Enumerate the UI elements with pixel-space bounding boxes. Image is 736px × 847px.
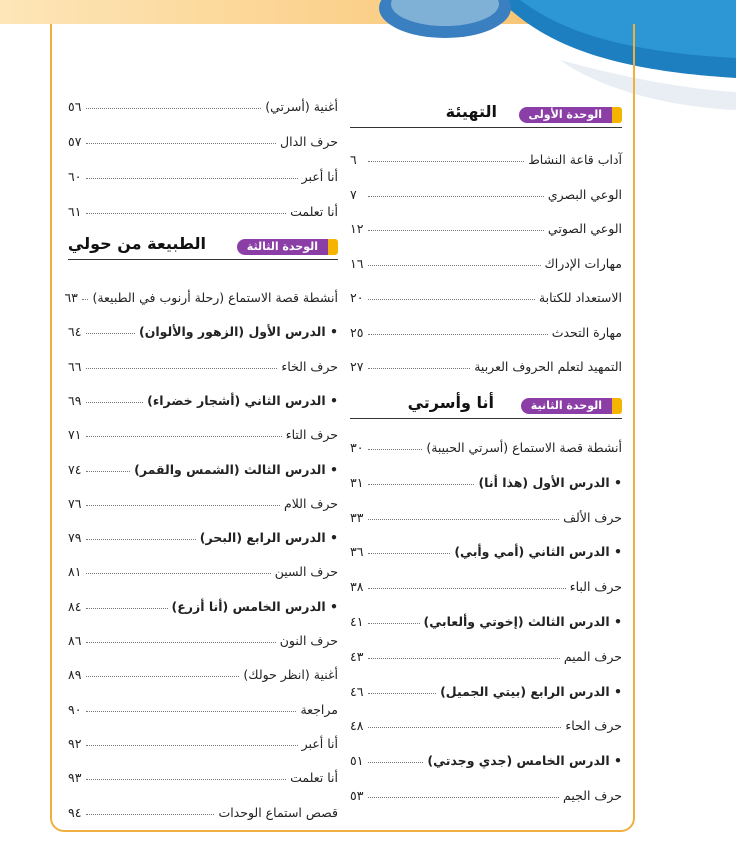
dot-leader	[82, 299, 88, 300]
right-column	[350, 0, 622, 847]
page-number: ٨٦	[68, 633, 82, 648]
page-number: ٢٧	[350, 359, 364, 374]
entry-title: حرف الدال	[280, 134, 338, 149]
page-number: ٩٠	[68, 701, 82, 717]
page-number: ٦	[350, 152, 357, 167]
toc-lesson-entry	[350, 537, 622, 559]
entry-title: أنشطة قصة الاستماع (أسرتي الحبيبة)	[426, 440, 622, 455]
toc-lesson-entry	[350, 468, 622, 490]
toc-lesson-entry	[68, 523, 338, 545]
entry-title: حرف الحاء	[565, 718, 622, 734]
toc-entry	[68, 162, 338, 184]
toc-lesson-entry	[68, 592, 338, 614]
toc-entry	[68, 798, 338, 820]
dot-leader	[368, 693, 436, 694]
toc-entry	[68, 626, 338, 648]
dot-leader	[368, 797, 559, 798]
entry-title: • الدرس الثالث (إخوتي وألعابي)	[424, 614, 622, 629]
dot-leader	[86, 213, 286, 214]
entry-title: التمهيد لتعلم الحروف العربية	[474, 359, 622, 374]
toc-entry	[350, 572, 622, 594]
dot-leader	[86, 539, 196, 540]
dot-leader	[368, 658, 560, 659]
entry-title: أنا أعبر	[301, 735, 338, 751]
dot-leader	[368, 161, 524, 162]
toc-lesson-entry	[350, 677, 622, 699]
unit-badge: الوحدة الأولى	[519, 107, 612, 123]
dot-leader	[86, 711, 296, 712]
entry-title: حرف الجيم	[563, 788, 622, 803]
entry-title: • الدرس الأول (هذا أنا)	[478, 475, 622, 490]
page-number: ٦٣	[64, 290, 78, 305]
dot-leader	[86, 745, 298, 746]
toc-entry	[350, 642, 622, 664]
toc-entry	[68, 763, 338, 785]
entry-title: حرف الخاء	[281, 358, 338, 374]
page-number: ٩٣	[68, 770, 82, 786]
unit-title: أنا وأسرتي	[407, 393, 494, 412]
dot-leader	[368, 230, 544, 231]
toc-entry	[68, 557, 338, 579]
unit-title: الطبيعة من حولي	[67, 234, 206, 253]
page-number: ٩٢	[68, 735, 82, 751]
page-number: ٧٤	[68, 461, 82, 477]
page-number: ٨٩	[68, 667, 82, 683]
dot-leader	[86, 505, 280, 506]
unit-tab	[612, 107, 622, 123]
entry-title: أنشطة قصة الاستماع (رحلة أرنوب في الطبيعة)	[92, 290, 338, 305]
entry-title: الاستعداد للكتابة	[538, 290, 622, 305]
page-number: ٦٩	[68, 392, 82, 408]
toc-entry	[68, 352, 338, 374]
unit-header-1	[350, 102, 622, 128]
entry-title: أنا تعلمت	[290, 204, 338, 219]
entry-title: حرف اللام	[283, 495, 338, 511]
entry-title: آداب قاعة النشاط	[528, 152, 622, 167]
entry-title: قصص استماع الوحدات	[218, 804, 338, 820]
toc-entry	[68, 127, 338, 149]
toc-entry	[68, 197, 338, 219]
unit-rule	[68, 259, 338, 260]
entry-title: مهارات الإدراك	[544, 255, 622, 271]
toc-entry	[350, 249, 622, 271]
toc-lesson-entry	[68, 386, 338, 408]
entry-title: • الدرس الثاني (أمي وأبي)	[454, 544, 622, 559]
dot-leader	[368, 334, 548, 335]
page-number: ٧١	[68, 427, 82, 443]
page-number: ٣٣	[350, 509, 364, 525]
entry-title: حرف التاء	[285, 427, 338, 443]
toc-entry	[350, 145, 622, 167]
page-number: ٨٤	[68, 598, 82, 614]
toc-entry	[68, 420, 338, 442]
dot-leader	[368, 553, 450, 554]
unit-badge: الوحدة الثانية	[521, 398, 612, 414]
entry-title: أنا أعبر	[301, 169, 338, 184]
toc-entry	[350, 503, 622, 525]
page-number: ٢٠	[350, 290, 364, 305]
toc-entry	[68, 660, 338, 682]
page-number: ٥٣	[350, 788, 364, 803]
toc-entry	[64, 283, 338, 305]
unit-rule	[350, 127, 622, 128]
toc-lesson-entry	[350, 746, 622, 768]
dot-leader	[368, 299, 535, 300]
dot-leader	[86, 368, 277, 369]
entry-title: حرف الألف	[563, 509, 622, 525]
page-number: ٩٤	[68, 804, 82, 820]
dot-leader	[86, 143, 276, 144]
toc-entry	[350, 214, 622, 236]
toc-entry	[350, 318, 622, 340]
toc-lesson-entry	[350, 607, 622, 629]
page-number: ٤٨	[350, 718, 364, 734]
page-number: ٦٤	[68, 324, 82, 340]
page-number: ٤١	[350, 614, 364, 629]
page-number: ٣٨	[350, 579, 364, 595]
toc-entry	[68, 489, 338, 511]
toc-entry	[350, 283, 622, 305]
entry-title: • الدرس الرابع (البحر)	[200, 530, 338, 545]
dot-leader	[368, 727, 561, 728]
entry-title: الوعي الصوتي	[547, 221, 622, 236]
page-number: ٨١	[68, 564, 82, 580]
unit-badge-bar	[519, 107, 622, 123]
unit-badge-bar	[521, 398, 622, 414]
entry-title: حرف الميم	[563, 648, 622, 664]
entry-title: أغنية (انظر حولك)	[243, 667, 338, 683]
entry-title: الوعي البصري	[547, 186, 622, 202]
toc-lesson-entry	[68, 455, 338, 477]
dot-leader	[368, 623, 420, 624]
unit-header-3	[68, 234, 338, 260]
entry-title: مهارة التحدث	[551, 324, 622, 340]
dot-leader	[86, 108, 261, 109]
toc-entry	[68, 92, 338, 114]
dot-leader	[368, 196, 544, 197]
entry-title: حرف النون	[279, 633, 338, 648]
page-number: ٦٦	[68, 358, 82, 374]
dot-leader	[368, 368, 470, 369]
entry-title: • الدرس الخامس (أنا أزرع)	[172, 599, 338, 614]
dot-leader	[86, 779, 286, 780]
toc-entry	[350, 352, 622, 374]
page-number: ٧	[350, 186, 357, 202]
dot-leader	[368, 762, 423, 763]
entry-title: أغنية (أسرتي)	[265, 99, 338, 114]
page-number: ١٢	[350, 221, 364, 236]
toc-entry	[350, 781, 622, 803]
page-number: ٥٦	[68, 99, 82, 114]
dot-leader	[368, 265, 541, 266]
entry-title: • الدرس الرابع (بيتي الجميل)	[440, 684, 622, 699]
dot-leader	[368, 449, 422, 450]
unit-badge: الوحدة الثالثة	[237, 239, 328, 255]
entry-title: حرف الباء	[569, 579, 622, 595]
entry-title: • الدرس الخامس (جدي وجدتي)	[427, 753, 622, 768]
toc-entry	[350, 180, 622, 202]
toc-entry	[350, 711, 622, 733]
toc-entry	[68, 695, 338, 717]
toc-lesson-entry	[68, 317, 338, 339]
page-number: ٣٠	[350, 440, 364, 455]
unit-rule	[350, 418, 622, 419]
dot-leader	[368, 484, 474, 485]
page-number: ٧٩	[68, 530, 82, 546]
dot-leader	[86, 676, 239, 677]
entry-title: • الدرس الثالث (الشمس والقمر)	[134, 462, 338, 477]
dot-leader	[86, 814, 214, 815]
page-number: ٣٦	[350, 544, 364, 560]
unit-badge-bar	[237, 239, 338, 255]
page-number: ٣١	[350, 474, 364, 490]
page-number: ٦٠	[68, 169, 82, 184]
unit-title: التهيئة	[445, 102, 497, 121]
entry-title: حرف السين	[274, 564, 338, 580]
toc-entry	[350, 433, 622, 455]
dot-leader	[86, 608, 168, 609]
page-number: ٥١	[350, 753, 364, 769]
page-number: ٥٧	[68, 134, 82, 149]
page-number: ١٦	[350, 255, 364, 271]
dot-leader	[86, 333, 135, 334]
dot-leader	[86, 178, 298, 179]
page-number: ٦١	[68, 204, 82, 219]
dot-leader	[86, 436, 282, 437]
dot-leader	[86, 642, 276, 643]
unit-tab	[612, 398, 622, 414]
left-column	[64, 0, 338, 847]
entry-title: • الدرس الأول (الزهور والألوان)	[139, 324, 338, 339]
toc-entry	[68, 729, 338, 751]
dot-leader	[368, 588, 566, 589]
page-number: ٧٦	[68, 495, 82, 511]
dot-leader	[86, 573, 271, 574]
page-number: ٤٣	[350, 648, 364, 664]
page-number: ٤٦	[350, 683, 364, 699]
entry-title: مراجعة	[300, 701, 338, 717]
entry-title: أنا تعلمت	[290, 770, 338, 786]
dot-leader	[86, 402, 143, 403]
page-number: ٢٥	[350, 324, 364, 340]
entry-title: • الدرس الثاني (أشجار خضراء)	[147, 393, 338, 408]
dot-leader	[368, 519, 559, 520]
unit-tab	[328, 239, 338, 255]
dot-leader	[86, 471, 130, 472]
unit-header-2	[350, 393, 622, 419]
